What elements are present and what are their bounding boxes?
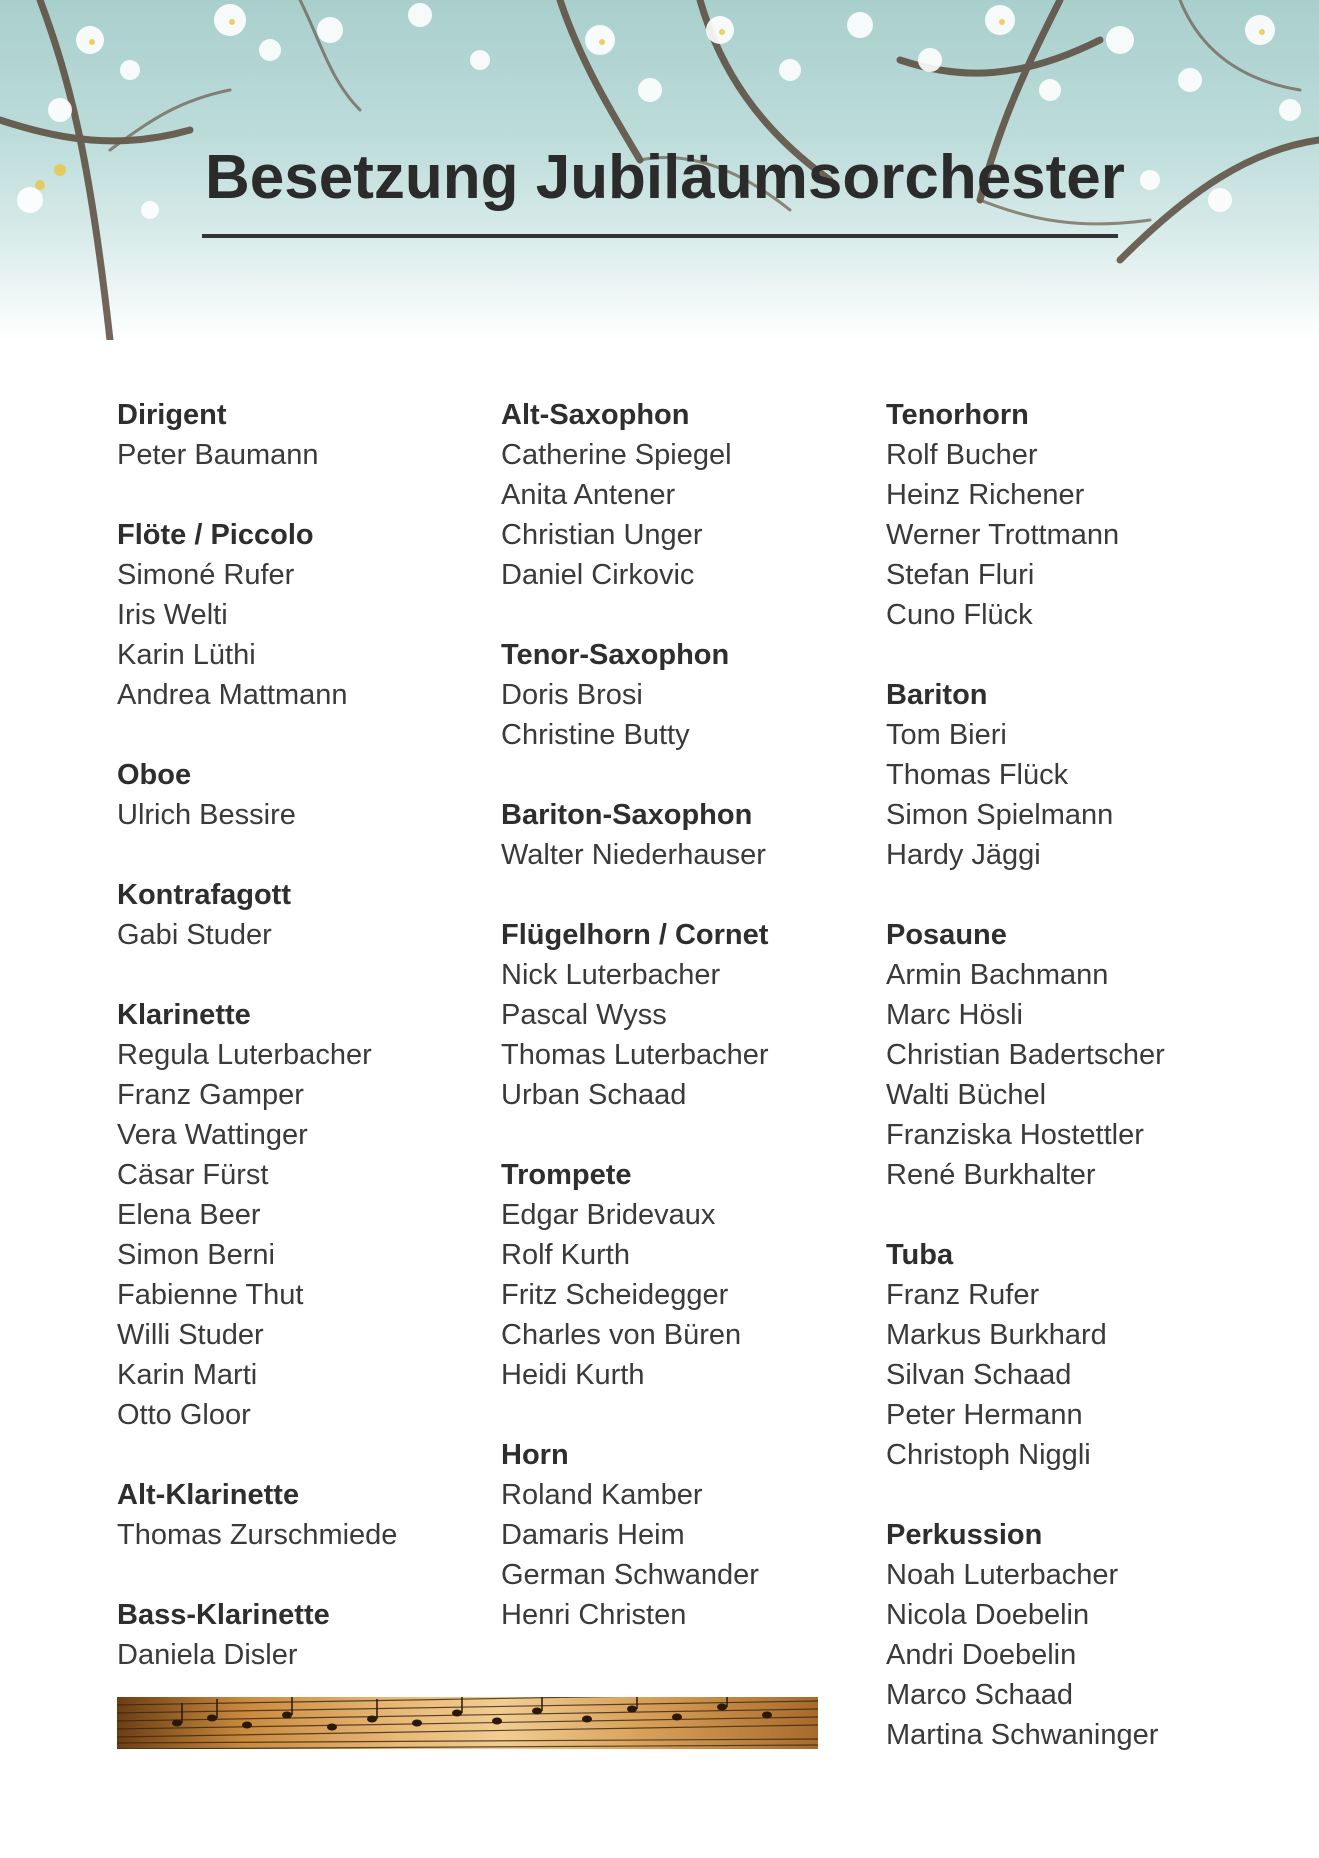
member-name: Fritz Scheidegger xyxy=(501,1279,729,1311)
section-title: Flügelhorn / Cornet xyxy=(501,919,769,951)
member-name: Franziska Hostettler xyxy=(886,1119,1144,1151)
member-name: Walti Büchel xyxy=(886,1079,1047,1111)
instrument-section xyxy=(117,755,487,835)
member-name: Karin Marti xyxy=(117,1359,258,1391)
member-name: Christoph Niggli xyxy=(886,1439,1091,1471)
member-name: Simoné Rufer xyxy=(117,559,295,591)
member-name: Silvan Schaad xyxy=(886,1359,1072,1391)
member-name: Christine Butty xyxy=(501,719,690,751)
instrument-section xyxy=(501,915,881,1115)
member-name: Andrea Mattmann xyxy=(117,679,348,711)
member-name: Nicola Doebelin xyxy=(886,1599,1090,1631)
member-name: Markus Burkhard xyxy=(886,1319,1107,1351)
member-name: Simon Berni xyxy=(117,1239,275,1271)
member-name: Fabienne Thut xyxy=(117,1279,304,1311)
member-name: Simon Spielmann xyxy=(886,799,1114,831)
section-title: Trompete xyxy=(501,1159,632,1191)
member-name: Edgar Bridevaux xyxy=(501,1199,716,1231)
member-name: Thomas Flück xyxy=(886,759,1069,791)
member-name: Daniela Disler xyxy=(117,1639,298,1671)
section-title: Horn xyxy=(501,1439,569,1471)
member-name: Hardy Jäggi xyxy=(886,839,1041,871)
section-title: Klarinette xyxy=(117,999,251,1031)
instrument-section xyxy=(117,395,487,475)
member-name: Anita Antener xyxy=(501,479,676,511)
instrument-section xyxy=(886,395,1286,635)
member-name: Iris Welti xyxy=(117,599,228,631)
member-name: Thomas Luterbacher xyxy=(501,1039,769,1071)
member-name: Daniel Cirkovic xyxy=(501,559,695,591)
instrument-section xyxy=(117,875,487,955)
member-name: Nick Luterbacher xyxy=(501,959,721,991)
member-name: Rolf Bucher xyxy=(886,439,1038,471)
section-title: Alt-Saxophon xyxy=(501,399,690,431)
roster-column-3 xyxy=(886,395,1286,1795)
member-name: Karin Lüthi xyxy=(117,639,256,671)
section-title: Bariton xyxy=(886,679,988,711)
member-name: Catherine Spiegel xyxy=(501,439,732,471)
instrument-section xyxy=(501,635,881,755)
page-title: Besetzung Jubiläumsorchester xyxy=(205,143,1125,212)
member-name: Otto Gloor xyxy=(117,1399,251,1431)
section-title: Bariton-Saxophon xyxy=(501,799,753,831)
member-name: Cuno Flück xyxy=(886,599,1033,631)
instrument-section xyxy=(117,1475,487,1555)
instrument-section xyxy=(886,915,1286,1195)
member-name: Heidi Kurth xyxy=(501,1359,645,1391)
section-title: Kontrafagott xyxy=(117,879,291,911)
instrument-section xyxy=(886,1515,1286,1755)
member-name: Rolf Kurth xyxy=(501,1239,630,1271)
member-name: Doris Brosi xyxy=(501,679,643,711)
member-name: Stefan Fluri xyxy=(886,559,1035,591)
member-name: Heinz Richener xyxy=(886,479,1085,511)
member-name: Christian Badertscher xyxy=(886,1039,1165,1071)
instrument-section xyxy=(501,795,881,875)
member-name: Gabi Studer xyxy=(117,919,272,951)
sheet-music-image xyxy=(117,1697,818,1749)
member-name: Marc Hösli xyxy=(886,999,1023,1031)
member-name: Elena Beer xyxy=(117,1199,261,1231)
member-name: Martina Schwaninger xyxy=(886,1719,1159,1751)
section-title: Tenorhorn xyxy=(886,399,1029,431)
member-name: Franz Gamper xyxy=(117,1079,304,1111)
member-name: Armin Bachmann xyxy=(886,959,1109,991)
instrument-section xyxy=(117,515,487,715)
instrument-section xyxy=(501,1155,881,1395)
member-name: Damaris Heim xyxy=(501,1519,685,1551)
member-name: Peter Baumann xyxy=(117,439,319,471)
member-name: Noah Luterbacher xyxy=(886,1559,1119,1591)
member-name: Tom Bieri xyxy=(886,719,1007,751)
instrument-section xyxy=(886,1235,1286,1475)
member-name: Charles von Büren xyxy=(501,1319,742,1351)
section-title: Perkussion xyxy=(886,1519,1043,1551)
instrument-section xyxy=(886,675,1286,875)
section-title: Flöte / Piccolo xyxy=(117,519,314,551)
member-name: Christian Unger xyxy=(501,519,703,551)
member-name: René Burkhalter xyxy=(886,1159,1096,1191)
section-title: Tuba xyxy=(886,1239,954,1271)
member-name: Henri Christen xyxy=(501,1599,687,1631)
member-name: Pascal Wyss xyxy=(501,999,667,1031)
section-title: Oboe xyxy=(117,759,192,791)
member-name: Thomas Zurschmiede xyxy=(117,1519,398,1551)
member-name: Roland Kamber xyxy=(501,1479,703,1511)
member-name: Ulrich Bessire xyxy=(117,799,296,831)
member-name: German Schwander xyxy=(501,1559,759,1591)
member-name: Walter Niederhauser xyxy=(501,839,766,871)
member-name: Vera Wattinger xyxy=(117,1119,308,1151)
section-title: Alt-Klarinette xyxy=(117,1479,300,1511)
section-title: Posaune xyxy=(886,919,1007,951)
instrument-section xyxy=(501,1435,881,1635)
member-name: Marco Schaad xyxy=(886,1679,1073,1711)
member-name: Cäsar Fürst xyxy=(117,1159,269,1191)
instrument-section xyxy=(117,995,487,1435)
music-notes-graphic xyxy=(117,1697,818,1749)
member-name: Andri Doebelin xyxy=(886,1639,1077,1671)
member-name: Franz Rufer xyxy=(886,1279,1040,1311)
member-name: Werner Trottmann xyxy=(886,519,1120,551)
roster-column-1 xyxy=(117,395,487,1715)
instrument-section xyxy=(501,395,881,595)
member-name: Urban Schaad xyxy=(501,1079,687,1111)
member-name: Willi Studer xyxy=(117,1319,264,1351)
roster-column-2 xyxy=(501,395,881,1675)
instrument-section xyxy=(117,1595,487,1675)
member-name: Regula Luterbacher xyxy=(117,1039,372,1071)
section-title: Tenor-Saxophon xyxy=(501,639,730,671)
section-title: Dirigent xyxy=(117,399,227,431)
title-underline xyxy=(202,234,1118,238)
section-title: Bass-Klarinette xyxy=(117,1599,330,1631)
member-name: Peter Hermann xyxy=(886,1399,1083,1431)
